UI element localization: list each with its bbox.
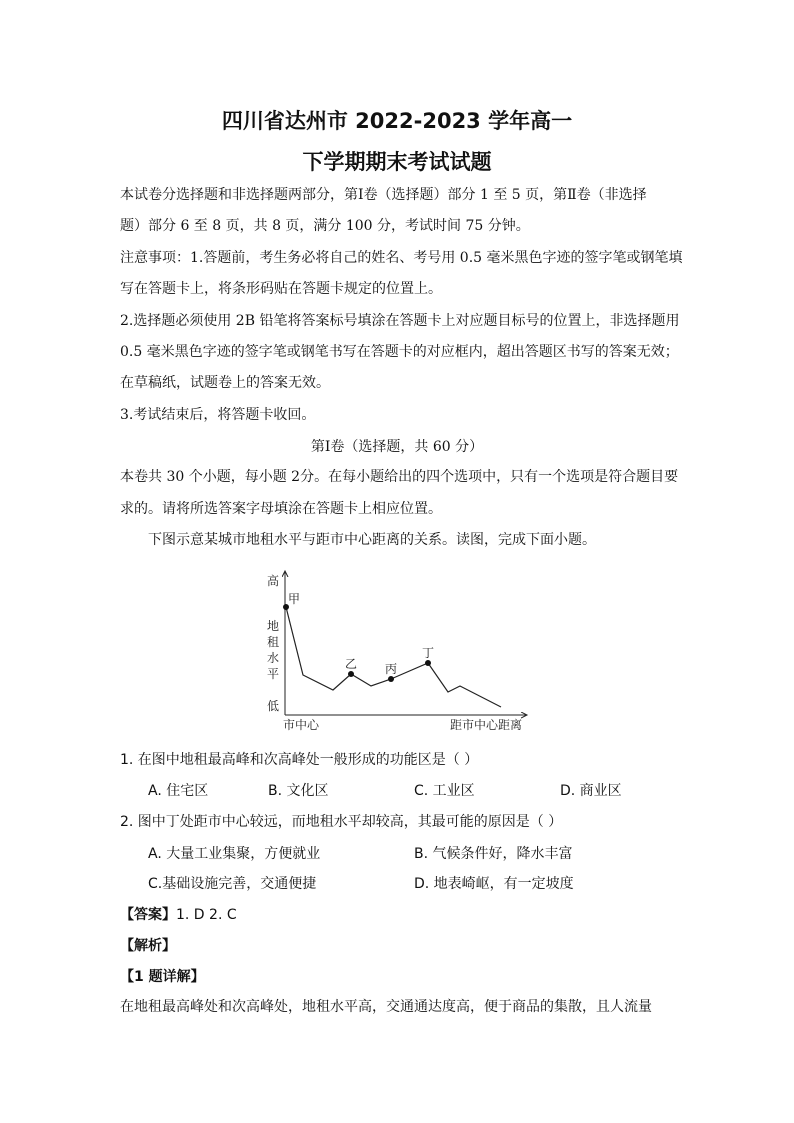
point-ding-label: 丁: [422, 646, 435, 660]
y-axis-label-3: 水: [267, 651, 280, 665]
q2-option-a[interactable]: A. 大量工业集聚，方便就业: [148, 846, 321, 862]
question-prompt: 下图示意某城市地租水平与距市中心距离的关系。读图，完成下面小题。: [148, 532, 596, 548]
analysis-label: 【解析】: [120, 938, 176, 954]
q2-option-c[interactable]: C.基础设施完善，交通便捷: [148, 876, 317, 892]
page-title: 四川省达州市 2022-2023 学年高一: [221, 109, 573, 133]
y-axis-label-2: 租: [267, 635, 280, 649]
notes-line: 注意事项：1.答题前，考生务必将自己的姓名、考号用 0.5 毫米黑色字迹的签字笔或钢笔填: [120, 250, 683, 266]
section-desc: 本卷共 30 个小题，每小题 2分。在每小题给出的四个选项中，只有一个选项是符合题目要: [120, 469, 679, 485]
notes-line: 写在答题卡上，将条形码贴在答题卡规定的位置上。: [120, 281, 442, 297]
q2-option-d[interactable]: D. 地表崎岖，有一定坡度: [414, 876, 574, 892]
answer-value: 1. D 2. C: [176, 907, 237, 923]
answer-label: 【答案】: [120, 907, 176, 923]
y-axis-label-4: 平: [267, 667, 280, 681]
question-1-stem: 1. 在图中地租最高峰和次高峰处一般形成的功能区是（ ）: [120, 752, 479, 768]
question-2-stem: 2. 图中丁处距市中心较远，而地租水平却较高，其最可能的原因是（ ）: [120, 814, 563, 830]
x-axis-end: 距市中心距离: [450, 718, 523, 732]
point-ding-dot: [425, 660, 431, 666]
rent-curve: [286, 607, 501, 707]
point-yi-dot: [348, 671, 354, 677]
rent-distance-figure: [255, 565, 545, 735]
y-axis-low: 低: [267, 699, 280, 713]
notes-line: 3.考试结束后，将答题卡收回。: [120, 407, 316, 423]
q2-option-b[interactable]: B. 气候条件好，降水丰富: [414, 846, 573, 862]
notes-line: 2.选择题必须使用 2B 铅笔将答案标号填涂在答题卡上对应题目标号的位置上，非选择题用: [120, 313, 680, 329]
section-desc: 求的。请将所选答案字母填涂在答题卡上相应位置。: [120, 501, 442, 517]
section-title: 第Ⅰ卷（选择题，共 60 分）: [310, 439, 484, 455]
q1-option-b[interactable]: B. 文化区: [268, 783, 329, 799]
x-axis-start: 市中心: [283, 718, 320, 732]
intro-line: 本试卷分选择题和非选择题两部分，第Ⅰ卷（选择题）部分 1 至 5 页，第Ⅱ卷（非选择: [120, 187, 647, 203]
page-subtitle: 下学期期末考试试题: [302, 150, 492, 174]
y-axis-high: 高: [267, 574, 280, 588]
detail-text: 在地租最高峰处和次高峰处，地租水平高，交通通达度高，便于商品的集散，且人流量: [120, 999, 652, 1015]
point-yi-label: 乙: [345, 657, 358, 671]
point-bing-dot: [388, 676, 394, 682]
answer-line: [120, 904, 237, 924]
q1-option-a[interactable]: A. 住宅区: [148, 783, 209, 799]
intro-line: 题）部分 6 至 8 页，共 8 页，满分 100 分，考试时间 75 分钟。: [120, 218, 530, 234]
detail-title: 【1 题详解】: [120, 969, 205, 985]
point-bing-label: 丙: [385, 662, 398, 676]
point-jia-label: 甲: [288, 592, 301, 606]
q1-option-c[interactable]: C. 工业区: [414, 783, 475, 799]
notes-line: 在草稿纸，试题卷上的答案无效。: [120, 375, 330, 391]
y-axis-label-1: 地: [267, 619, 280, 633]
q1-option-d[interactable]: D. 商业区: [560, 783, 622, 799]
notes-line: 0.5 毫米黑色字迹的签字笔或钢笔书写在答题卡的对应框内，超出答题区书写的答案无效；: [120, 344, 679, 360]
